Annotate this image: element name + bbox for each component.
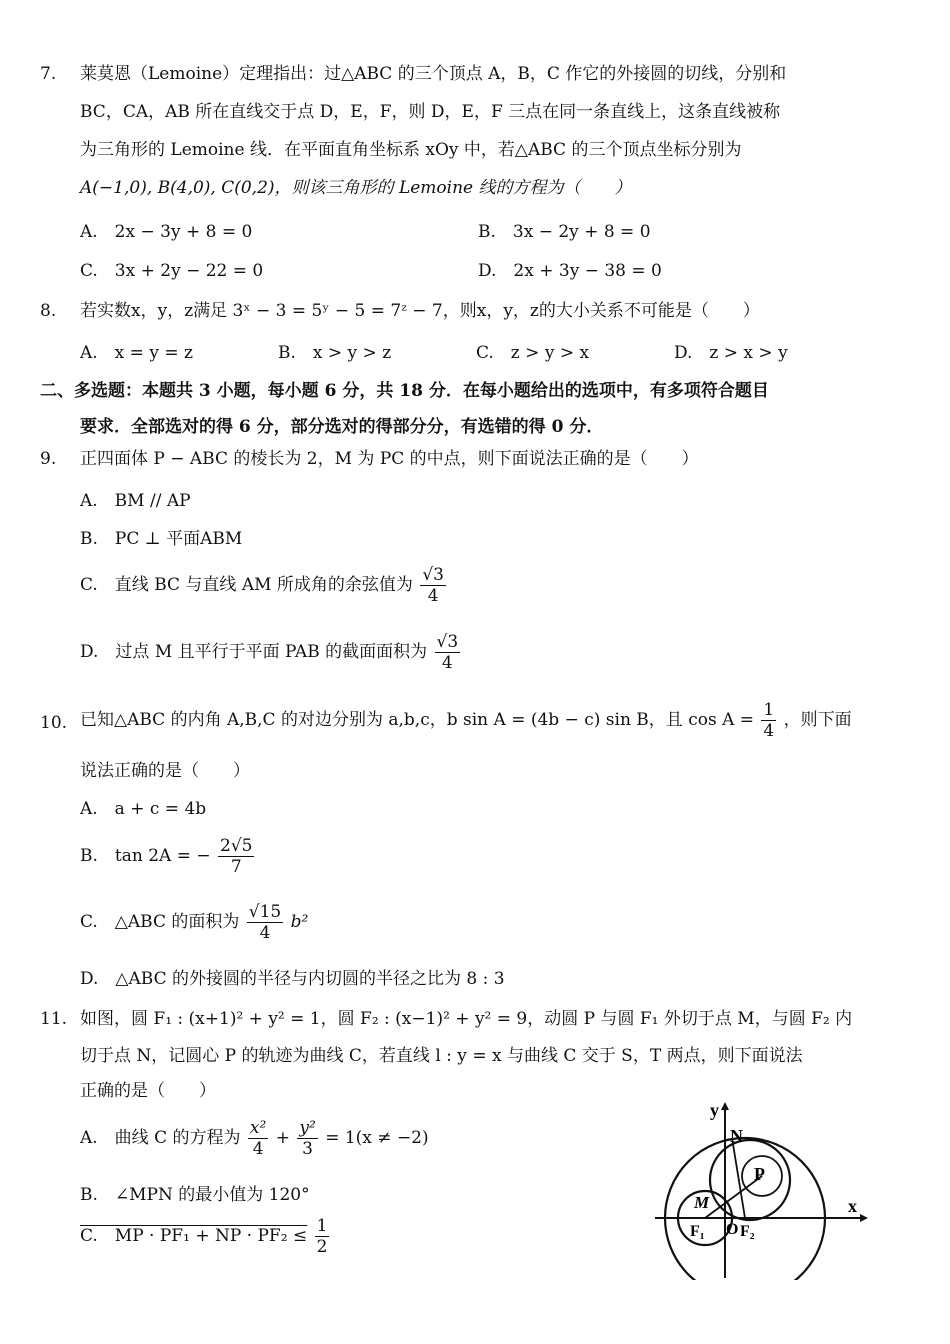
q8-line-1: 若实数x，y，z满足 3ˣ − 3 = 5ʸ − 5 = 7ᶻ − 7，则x，y，z的大小关系不可能是（ ） bbox=[80, 301, 760, 321]
q7-line-4: A(−1,0), B(4,0), C(0,2)，则该三角形的 Lemoine 线的方程为（ ） bbox=[80, 178, 632, 198]
fraction-numerator: √3 bbox=[436, 632, 459, 652]
q9-option-d-fraction bbox=[435, 632, 461, 673]
question-number: 8. bbox=[40, 301, 57, 321]
q7-line-1: 莱莫恩（Lemoine）定理指出：过△ABC 的三个顶点 A，B，C 作它的外接圆的切线，分别和 bbox=[80, 64, 787, 84]
q10-line-1 bbox=[80, 700, 852, 741]
q8-option-d: D. z > x > y bbox=[674, 343, 788, 363]
q9-option-c-fraction bbox=[420, 565, 446, 606]
q10-option-b bbox=[80, 836, 256, 877]
q9-line-1: 正四面体 P − ABC 的棱长为 2，M 为 PC 的中点，则下面说法正确的是（ ） bbox=[80, 449, 699, 469]
q10-option-c-fraction bbox=[247, 902, 283, 943]
q10-option-d: D. △ABC 的外接圆的半径与内切圆的半径之比为 8 : 3 bbox=[80, 969, 505, 989]
section-2-title: 二、多选题：本题共 3 小题，每小题 6 分，共 18 分．在每小题给出的选项中，有多项符合题目 bbox=[40, 381, 769, 401]
fraction-denominator: 4 bbox=[252, 1139, 264, 1159]
fraction-numerator: 1 bbox=[763, 700, 775, 720]
fraction-numerator: x² bbox=[249, 1118, 267, 1138]
q8-option-a: A. x = y = z bbox=[80, 343, 193, 363]
x-axis-arrow-icon bbox=[860, 1214, 868, 1222]
q7-option-d: D. 2x + 3y − 38 = 0 bbox=[478, 261, 662, 281]
fraction-denominator: 3 bbox=[302, 1139, 313, 1159]
q11-option-c-fraction bbox=[315, 1216, 330, 1257]
q10-option-c-end: b² bbox=[290, 912, 309, 932]
q10-option-c-text: C. △ABC 的面积为 bbox=[80, 912, 240, 932]
q11-option-b: B. ∠MPN 的最小值为 120° bbox=[80, 1185, 310, 1205]
fraction-denominator: 4 bbox=[441, 653, 453, 673]
q10-cos-fraction bbox=[761, 700, 776, 741]
question-number: 11. bbox=[40, 1009, 68, 1029]
fraction-denominator: 2 bbox=[316, 1237, 328, 1257]
q9-option-d-text: D. 过点 M 且平行于平面 PAB 的截面面积为 bbox=[80, 642, 428, 662]
q7-line-3: 为三角形的 Lemoine 线．在平面直角坐标系 xOy 中，若△ABC 的三个顶点坐标分别为 bbox=[80, 140, 742, 160]
q7-option-c: C. 3x + 2y − 22 = 0 bbox=[80, 261, 264, 281]
q9-option-a: A. BM // AP bbox=[80, 491, 191, 511]
q11-option-a-end: = 1(x ≠ −2) bbox=[325, 1128, 429, 1148]
fraction-numerator: 2√5 bbox=[220, 836, 253, 856]
label-m: M bbox=[694, 1193, 710, 1212]
q11-line-3: 正确的是（ ） bbox=[80, 1081, 216, 1101]
label-x: x bbox=[848, 1196, 857, 1216]
q9-option-c bbox=[80, 565, 448, 606]
fraction-denominator: 4 bbox=[259, 923, 271, 943]
fraction-numerator: √3 bbox=[422, 565, 444, 585]
fraction-numerator: 1 bbox=[316, 1216, 328, 1236]
q8-option-b: B. x > y > z bbox=[278, 343, 392, 363]
plus-sign: + bbox=[275, 1128, 290, 1148]
q10-option-b-text: B. tan 2A = − bbox=[80, 846, 211, 866]
q10-line-1-end: ，则下面 bbox=[783, 710, 852, 730]
q11-option-a-fraction-2 bbox=[297, 1118, 317, 1159]
fraction-denominator: 4 bbox=[763, 721, 775, 741]
label-y: y bbox=[710, 1100, 719, 1120]
label-p: P bbox=[754, 1164, 765, 1184]
fraction-numerator: y² bbox=[299, 1118, 316, 1138]
line-f2-n bbox=[732, 1138, 745, 1218]
question-number: 10. bbox=[40, 713, 68, 733]
circle-p bbox=[710, 1140, 790, 1220]
q11-option-c-text: C. MP · PF₁ + NP · PF₂ ≤ bbox=[80, 1226, 308, 1246]
label-n: N bbox=[730, 1126, 743, 1146]
q9-option-b: B. PC ⊥ 平面ABM bbox=[80, 529, 243, 549]
q11-option-a-fraction-1 bbox=[248, 1118, 268, 1159]
label-f1: F₁ bbox=[690, 1223, 705, 1240]
q8-option-c: C. z > y > x bbox=[476, 343, 590, 363]
q9-option-d bbox=[80, 632, 462, 673]
label-f2: F₂ bbox=[740, 1223, 755, 1240]
circle-f2 bbox=[665, 1138, 825, 1280]
fraction-denominator: 7 bbox=[230, 857, 242, 877]
q7-line-2: BC，CA，AB 所在直线交于点 D，E，F，则 D，E，F 三点在同一条直线上，这条直线被称 bbox=[80, 102, 781, 122]
y-axis-arrow-icon bbox=[721, 1102, 729, 1110]
q9-option-c-text: C. 直线 BC 与直线 AM 所成角的余弦值为 bbox=[80, 575, 413, 595]
question-number: 7. bbox=[40, 64, 57, 84]
q10-option-b-fraction bbox=[218, 836, 254, 877]
question-number: 9. bbox=[40, 449, 57, 469]
q11-option-a bbox=[80, 1118, 429, 1159]
q7-option-b: B. 3x − 2y + 8 = 0 bbox=[478, 222, 651, 242]
q11-line-1: 如图，圆 F₁ : (x+1)² + y² = 1，圆 F₂ : (x−1)² + y² = 9，动圆 P 与圆 F₁ 外切于点 M，与圆 F₂ 内 bbox=[80, 1009, 853, 1029]
q11-line-2: 切于点 N，记圆心 P 的轨迹为曲线 C，若直线 l : y = x 与曲线 C 交于 S，T 两点，则下面说法 bbox=[80, 1046, 803, 1066]
q10-option-c bbox=[80, 902, 308, 943]
q10-option-a: A. a + c = 4b bbox=[80, 799, 207, 819]
circle-diagram bbox=[650, 1100, 870, 1280]
q10-line-2: 说法正确的是（ ） bbox=[80, 761, 250, 781]
q11-option-a-text: A. 曲线 C 的方程为 bbox=[80, 1128, 241, 1148]
fraction-numerator: √15 bbox=[248, 902, 282, 922]
q11-option-c bbox=[80, 1216, 331, 1257]
label-o: O bbox=[726, 1221, 739, 1238]
fraction-denominator: 4 bbox=[427, 586, 439, 606]
section-2-instructions: 要求．全部选对的得 6 分，部分选对的得部分分，有选错的得 0 分． bbox=[80, 417, 604, 437]
q10-line-1-text: 已知△ABC 的内角 A,B,C 的对边分别为 a,b,c，b sin A = (4b − c) sin B，且 cos A = bbox=[80, 710, 754, 730]
q7-option-a: A. 2x − 3y + 8 = 0 bbox=[80, 222, 253, 242]
